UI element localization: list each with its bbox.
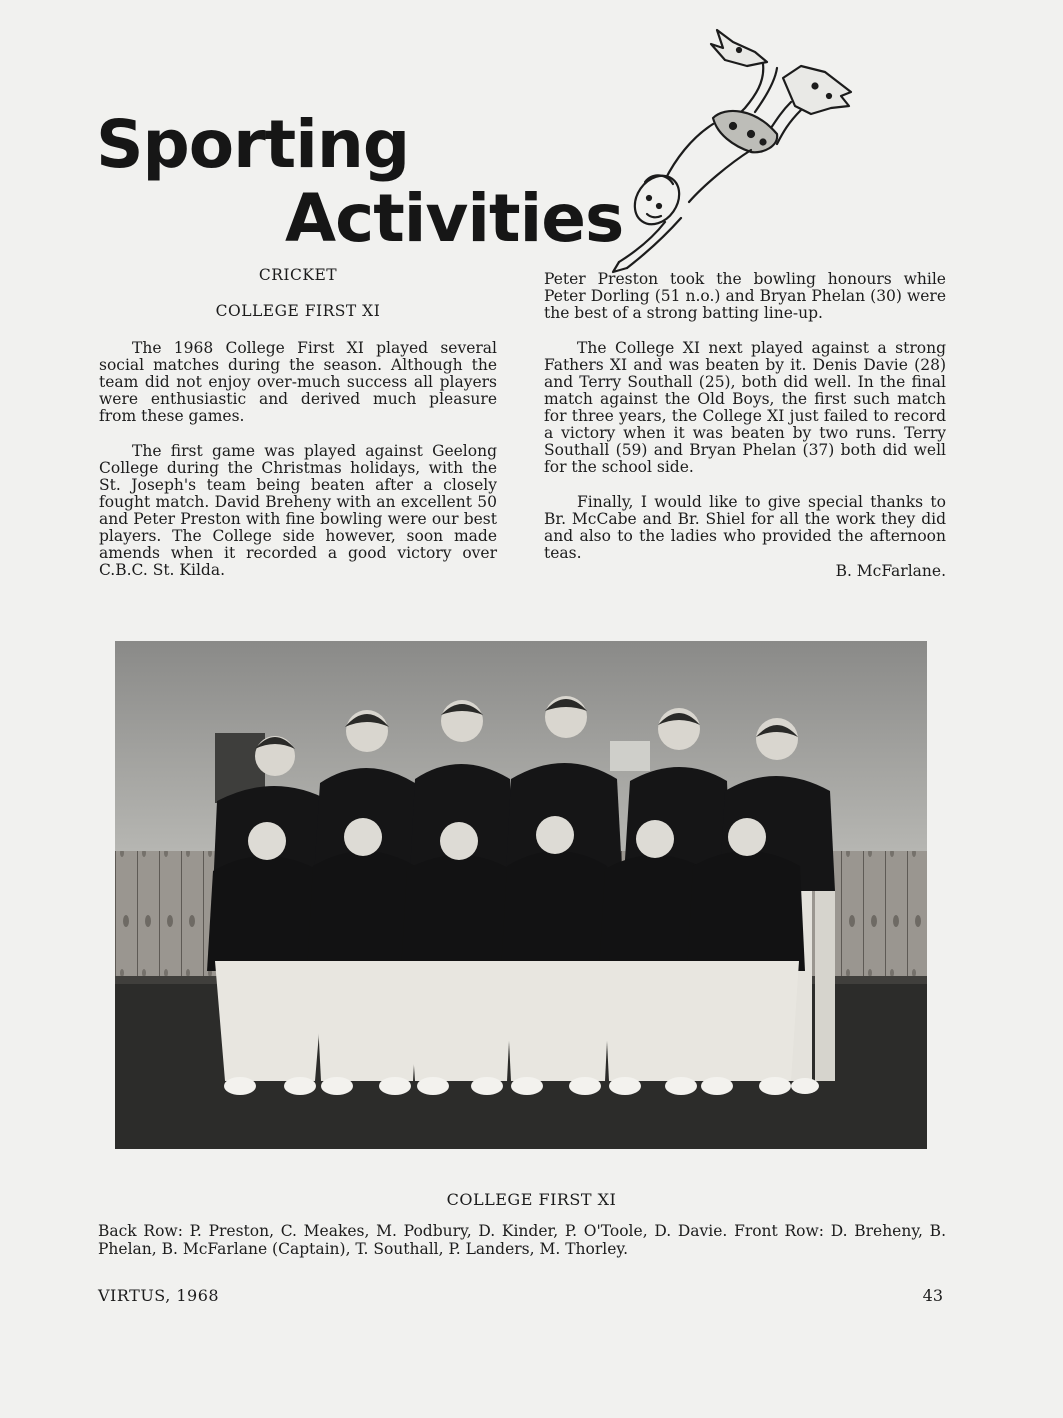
footer-publication: VIRTUS, 1968: [98, 1286, 220, 1305]
right-column: [544, 271, 946, 580]
author-signature: B. McFarlane.: [835, 562, 946, 580]
photo-caption-title: COLLEGE FIRST XI: [446, 1190, 617, 1209]
paragraph: Finally, I would like to give special thanks to Br. McCabe and Br. Shiel for all the work they did and also to the ladies who provided the afternoon teas.: [544, 493, 946, 562]
photo-caption: Back Row: P. Preston, C. Meakes, M. Podbury, D. Kinder, P. O'Toole, D. Davie. Front Row: D. Breheny, B. Phelan, B. McFarlane (Captain), T. Southall, P. Landers, M. Thorley.: [98, 1222, 946, 1258]
section-heading-first-xi: COLLEGE FIRST XI: [215, 302, 381, 320]
page-number: 43: [922, 1286, 943, 1305]
section-heading-cricket: CRICKET: [258, 266, 338, 284]
paragraph: The 1968 College First XI played several social matches during the season. Although the team did not enjoy over-much success all players were enthusiastic and derived much pleasure from these games.: [99, 339, 497, 425]
team-photo-illustration-icon: [115, 641, 927, 1149]
paragraph: The College XI next played against a strong Fathers XI and was beaten by it. Denis Davie (28) and Terry Southall (25), both did well. In the final match against the Old Boys, the first such match for three years, the College XI just failed to record a victory when it was beaten by two runs. Terry Southall (59) and Bryan Phelan (37) both did well for the school side.: [544, 339, 946, 476]
diver-illustration-icon: [605, 22, 870, 280]
team-photograph: [115, 641, 927, 1149]
paragraph: Peter Preston took the bowling honours while Peter Dorling (51 n.o.) and Bryan Phelan (30) were the best of a strong batting line-up.: [544, 270, 946, 322]
page-title-line-2: Activities: [285, 180, 624, 257]
page-title-line-1: Sporting: [96, 106, 410, 183]
paragraph: The first game was played against Geelong College during the Christmas holidays, with the St. Joseph's team being beaten after a closely fought match. David Breheny with an excellent 50 and Peter Preston with fine bowling were our best players. The College side however, soon made amends when it recorded a good victory over C.B.C. St. Kilda.: [99, 442, 497, 579]
left-column: [99, 267, 497, 597]
